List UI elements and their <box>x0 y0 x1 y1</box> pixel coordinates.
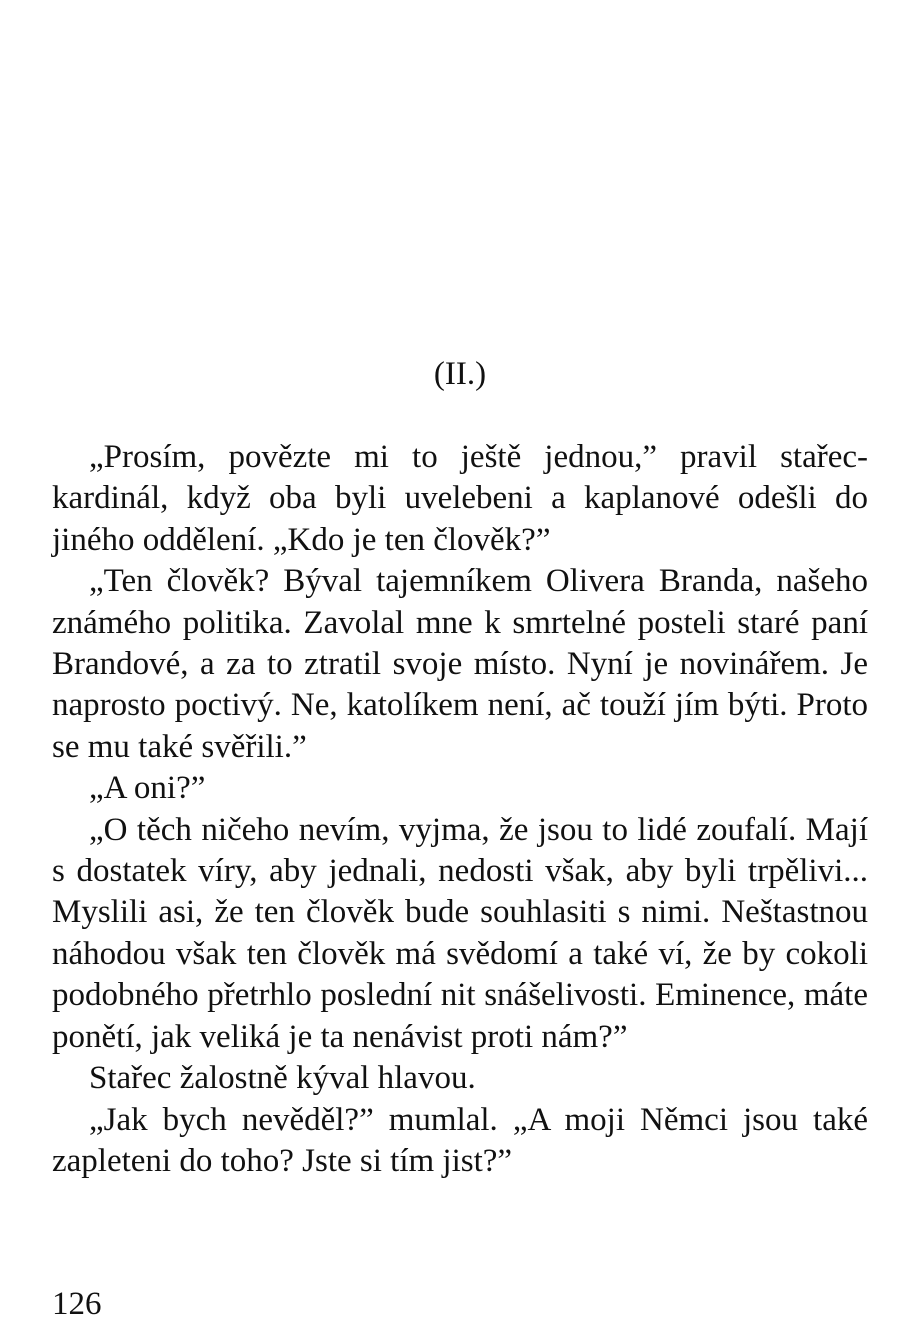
paragraph: „Prosím, povězte mi to ještě jednou,” pravil stařec-kardinál, když oba byli uvelebeni a kaplanové odešli do jiného oddělení. „Kdo je ten člověk?” <box>52 439 868 558</box>
chapter-heading: (II.) <box>433 356 487 392</box>
body-text <box>52 437 868 1182</box>
paragraph: „A oni?” <box>89 770 206 807</box>
paragraph: „Ten člověk? Býval tajemníkem Olivera Branda, našeho známého politika. Zavolal mne k smrtelné posteli staré paní Brandové, a za to ztratil svoje místo. Nyní je novinářem. Je naprosto poctivý. Ne, katolíkem není, ač touží jím býti. Proto se mu také svěřili.” <box>52 563 868 765</box>
paragraph: „Jak bych nevěděl?” mumlal. „A moji Němci jsou také zapleteni do toho? Jste si tím jist?” <box>52 1101 868 1179</box>
paragraph: Stařec žalostně kýval hlavou. <box>89 1060 476 1097</box>
page-number: 126 <box>52 1286 102 1322</box>
paragraph: „O těch ničeho nevím, vyjma, že jsou to lidé zoufalí. Mají s dostatek víry, aby jednali, nedosti však, aby byli trpělivi... Myslili asi, že ten člověk bude souhlasiti s nimi. Neštastnou náhodou však ten člověk má svědomí a také ví, že by cokoli podobného přetrhlo poslední nit snášelivosti. Eminence, máte ponětí, jak veliká je ta nenávist proti nám?” <box>52 811 868 1055</box>
